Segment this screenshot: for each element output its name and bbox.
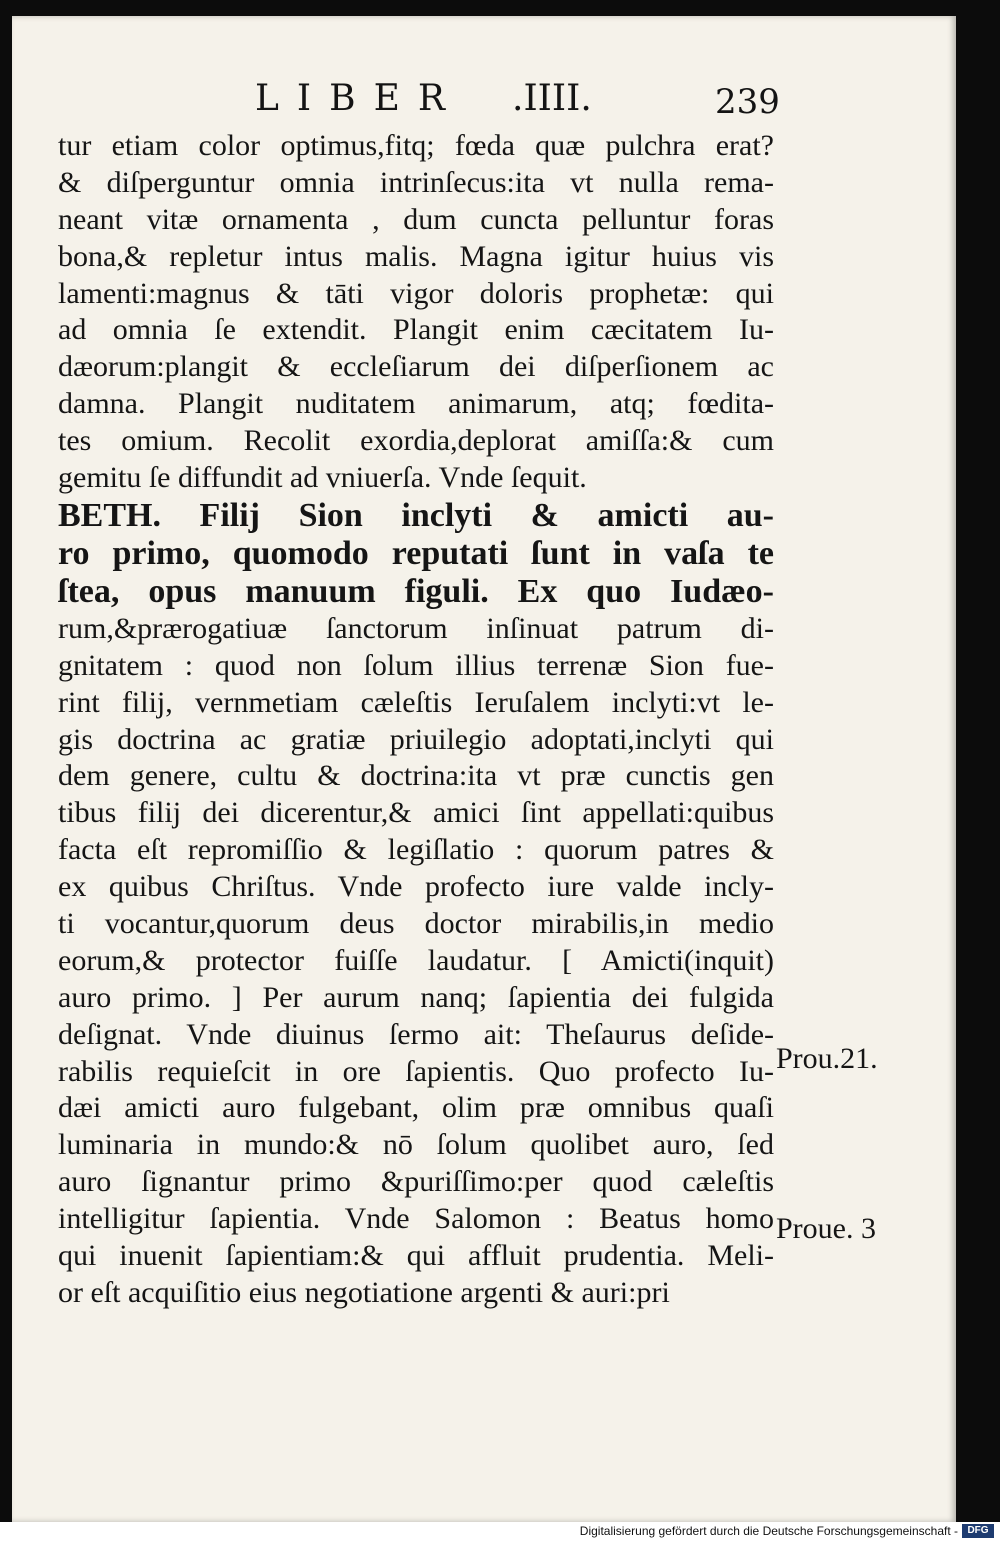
text-line: tes omium. Recolit exordia,deplorat amiſſa:& cum bbox=[58, 424, 774, 458]
text-line: intelligitur ſapientia. Vnde Salomon : Beatus homo bbox=[58, 1202, 774, 1236]
margin-note-prov-21: Prou.21. bbox=[776, 1042, 878, 1075]
beth-line: ro primo, quomodo reputati ſunt in vaſa te bbox=[58, 534, 774, 572]
text-line: gnitatem : quod non ſolum illius terrenæ Sion fue- bbox=[58, 648, 774, 682]
funding-credit: Digitalisierung gefördert durch die Deutsche Forschungsgemeinschaft - bbox=[579, 1524, 958, 1538]
text-line: ex quibus Chriſtus. Vnde profecto iure valde incly- bbox=[58, 870, 774, 904]
text-line: & diſperguntur omnia intrinſecus:ita vt nulla rema- bbox=[58, 165, 774, 199]
book-page bbox=[12, 16, 956, 1522]
text-line: rum,&prærogatiuæ ſanctorum inſinuat patrum di- bbox=[58, 611, 774, 645]
page-number: 239 bbox=[715, 82, 780, 122]
text-line: auro ſignantur primo &puriſſimo:per quod cæleſtis bbox=[58, 1165, 774, 1199]
header-book-number: .IIII. bbox=[512, 78, 592, 119]
text-line: eorum,& protector fuiſſe laudatur. [ Amicti(inquit) bbox=[58, 943, 774, 977]
text-line: gis doctrina ac gratiæ priuilegio adoptati,inclyti qui bbox=[58, 722, 774, 756]
text-line: dæorum:plangit & eccleſiarum dei diſperſionem ac bbox=[58, 350, 774, 384]
dfg-logo-icon: DFG bbox=[962, 1524, 994, 1538]
text-line: tibus filij dei dicerentur,& amici ſint appellati:quibus bbox=[58, 796, 774, 830]
text-line: ti vocantur,quorum deus doctor mirabilis,in medio bbox=[58, 907, 774, 941]
beth-line: BETH. Filij Sion inclyti & amicti au- bbox=[58, 496, 774, 534]
text-line: bona,& repletur intus malis. Magna igitur huius vis bbox=[58, 239, 774, 273]
text-line: ad omnia ſe extendit. Plangit enim cæcitatem Iu- bbox=[58, 313, 774, 347]
beth-line: ſtea, opus manuum figuli. Ex quo Iudæo- bbox=[58, 572, 774, 610]
margin-note-prov-3: Proue. 3 bbox=[776, 1212, 876, 1245]
text-line: damna. Plangit nuditatem animarum, atq; fœdita- bbox=[58, 387, 774, 421]
text-line: qui inuenit ſapientiam:& qui affluit prudentia. Meli- bbox=[58, 1239, 774, 1273]
text-line: dem genere, cultu & doctrina:ita vt præ cunctis gen bbox=[58, 759, 774, 793]
text-line: facta eſt repromiſſio & legiſlatio : quorum patres & bbox=[58, 833, 774, 867]
text-line: auro primo. ] Per aurum nanq; ſapientia dei fulgida bbox=[58, 980, 774, 1014]
footer-strip bbox=[0, 1522, 1000, 1541]
text-line: lamenti:magnus & tāti vigor doloris prophetæ: qui bbox=[58, 276, 774, 310]
text-line: deſignat. Vnde diuinus ſermo ait: Theſaurus deſide- bbox=[58, 1017, 774, 1051]
text-line: dæi amicti auro fulgebant, olim præ omnibus quaſi bbox=[58, 1091, 774, 1125]
text-line: tur etiam color optimus,fitq; fœda quæ pulchra erat? bbox=[58, 129, 774, 162]
text-line: rabilis requieſcit in ore ſapientis. Quo profecto Iu- bbox=[58, 1054, 774, 1088]
text-line: rint filij, vernmetiam cæleſtis Ieruſalem inclyti:vt le- bbox=[58, 685, 774, 719]
text-line: neant vitæ ornamenta , dum cuncta pelluntur foras bbox=[58, 202, 774, 236]
text-line: or eſt acquiſitio eius negotiatione argenti & auri:pri bbox=[58, 1275, 670, 1309]
text-line: luminaria in mundo:& nō ſolum quolibet auro, ſed bbox=[58, 1128, 774, 1162]
text-line: gemitu ſe diffundit ad vniuerſa. Vnde ſequit. bbox=[58, 461, 587, 495]
body-text bbox=[58, 128, 774, 1312]
header-liber: LIBER bbox=[255, 78, 463, 119]
running-header bbox=[12, 78, 956, 128]
